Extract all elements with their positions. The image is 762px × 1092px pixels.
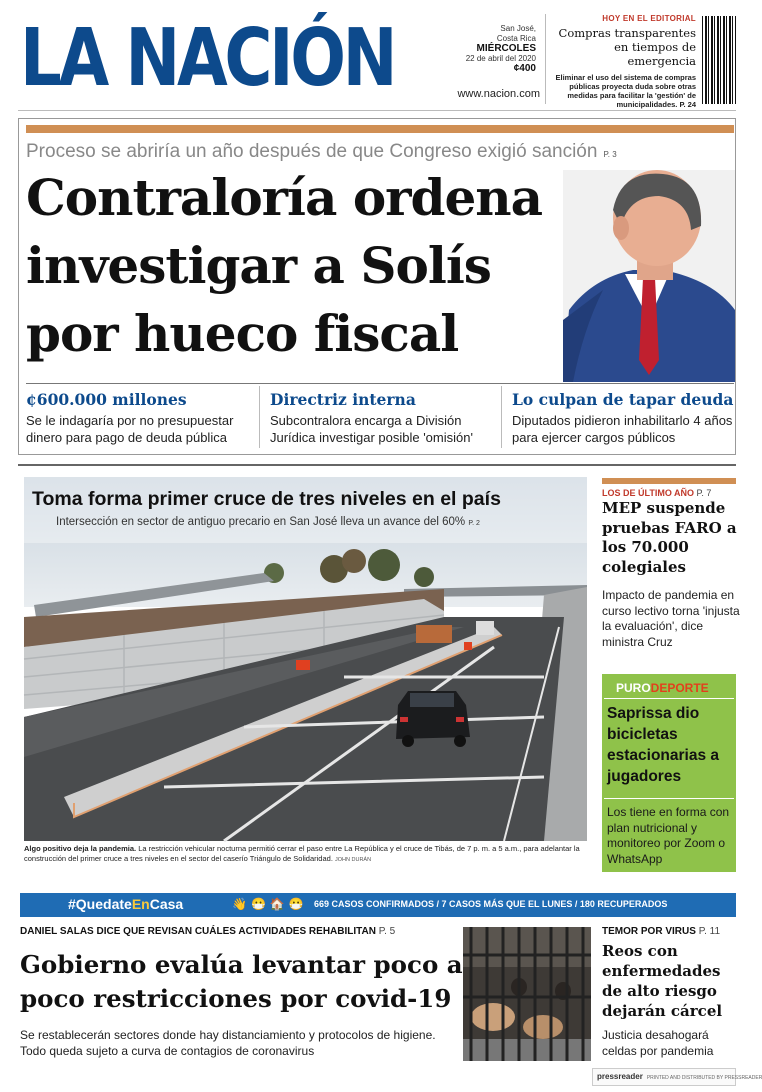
pressreader-logo: pressreader: [597, 1072, 643, 1081]
pressreader-small: PRINTED AND DISTRIBUTED BY PRESSREADER: [646, 1075, 762, 1081]
city: San José,: [500, 24, 536, 33]
lead-sub-text: Subcontralora encarga a División Jurídica investigar posible 'omisión': [270, 413, 473, 445]
lead-sub-text: Se le indagaría por no presupuestar dinero para pago de deuda pública: [26, 413, 234, 445]
covid-text: Se restablecerán sectores donde hay distanciamiento y protocolos de higiene. Todo queda sujeto a curva de contagios de coronavirus: [20, 1028, 436, 1058]
photo-sub-page: P. 2: [468, 520, 480, 527]
masthead-logo[interactable]: [20, 12, 430, 104]
lead-kicker: [26, 141, 617, 163]
photo-story-headline[interactable]: Toma forma primer cruce de tres niveles en el país: [32, 488, 501, 510]
lead-sub-3[interactable]: [512, 390, 736, 446]
editorial-teaser[interactable]: [550, 14, 696, 109]
lead-sub-title: ¢600.000 millones: [26, 390, 187, 409]
hashtag-b: En: [131, 896, 150, 912]
covid-kicker-page: P. 5: [378, 926, 396, 937]
divider: [604, 698, 734, 699]
prison-photo: [463, 927, 591, 1061]
mep-kicker-page: P. 7: [696, 488, 712, 498]
editorial-title: Compras transparentes en tiempos de emergencia: [558, 26, 696, 68]
photo-sub-text: Intersección en sector de antiguo precario en San José lleva un avance del 60%: [56, 516, 466, 528]
lead-kicker-text: Proceso se abriría un año después de que Congreso exigió sanción: [26, 141, 598, 162]
prison-illustration: [463, 927, 591, 1061]
sport-text: Los tiene en forma con plan nutricional y monitoreo por Zoom o WhatsApp: [607, 805, 730, 866]
price: ¢400: [513, 63, 536, 74]
sport-tag-b: DEPORTE: [650, 681, 709, 695]
solis-portrait-illustration: [563, 170, 735, 382]
lead-kicker-page: P. 3: [603, 150, 617, 159]
hashtag-c: Casa: [149, 896, 184, 912]
mep-headline[interactable]: MEP suspende pruebas FARO a los 70.000 colegiales: [602, 499, 737, 576]
weekday: MIÉRCOLES: [476, 43, 536, 54]
website-link[interactable]: www.nacion.com: [457, 88, 540, 100]
lead-accent-bar: [26, 125, 734, 133]
editorial-tag: HOY EN EL EDITORIAL: [602, 14, 696, 23]
covid-kicker-text: DANIEL SALAS DICE QUE REVISAN CUÁLES ACTIVIDADES REHABILITAN: [20, 926, 376, 937]
sport-section-tag: [616, 681, 709, 695]
lead-sub-title: Directriz interna: [270, 390, 416, 409]
mep-text: Impacto de pandemia en curso lectivo torna 'injusta la evaluación', dice ministra Cruz: [602, 588, 740, 649]
lead-sub-2[interactable]: [270, 390, 496, 446]
reos-kicker-page: P. 11: [698, 926, 721, 937]
editorial-text: Eliminar el uso del sistema de compras públicas proyecta duda sobre otras medidas para facilitar la 'gestión' de municipalidades. P. 24: [555, 73, 696, 109]
photo-story-sub: [56, 516, 480, 528]
reos-kicker-text: TEMOR POR VIRUS: [602, 926, 696, 937]
mep-kicker-text: LOS DE ÚLTIMO AÑO: [602, 488, 694, 498]
caption-text: La restricción vehicular nocturna permitió cerrar el paso entre La República y el cruce de Tibás, de 7 p. m. a 5 a.m., para adelantar la construcción del primer cruce a tres niveles en el sector del caserío Triángulo de Solidaridad.: [24, 844, 580, 863]
divider: [501, 386, 502, 448]
reos-headline[interactable]: Reos con enfermedades de alto riesgo dejarán cárcel: [602, 942, 723, 1020]
mep-kicker: [602, 488, 711, 498]
divider: [18, 110, 736, 111]
divider: [604, 798, 734, 799]
covid-kicker: [20, 926, 395, 937]
edition-info: [440, 24, 536, 74]
covid-headline[interactable]: Gobierno evalúa levantar poco a poco restricciones por covid-19: [20, 950, 463, 1013]
hashtag-a: #Quedate: [68, 896, 132, 912]
date: 22 de abril del 2020: [465, 54, 536, 63]
mep-accent-bar: [602, 478, 736, 484]
divider: [26, 383, 734, 384]
caption-lead: Algo positivo deja la pandemia.: [24, 844, 137, 853]
barcode: [702, 16, 736, 104]
reos-text: Justicia desahogará celdas por pandemia: [602, 1028, 714, 1058]
pressreader-badge[interactable]: [592, 1068, 762, 1086]
lead-sub-text: Diputados pidieron inhabilitarlo 4 años para ejercer cargos públicos: [512, 413, 733, 445]
photo-credit: JOHN DURÁN: [335, 857, 372, 863]
solis-photo: [563, 170, 735, 382]
country: Costa Rica: [496, 34, 536, 43]
sport-tag-a: PURO: [616, 681, 651, 695]
sport-headline[interactable]: Saprissa dio bicicletas estacionarias a jugadores: [607, 705, 720, 785]
lead-headline[interactable]: Contraloría ordena investigar a Solís por hueco fiscal: [26, 168, 543, 363]
reos-kicker: [602, 926, 720, 937]
banner-case-stats: 669 CASOS CONFIRMADOS / 7 CASOS MÁS QUE EL LUNES / 180 RECUPERADOS: [314, 899, 668, 909]
divider: [18, 464, 736, 466]
photo-caption: [24, 844, 586, 865]
banner-hashtag: [68, 896, 183, 912]
divider: [545, 14, 546, 104]
lead-sub-title: Lo culpan de tapar deuda: [512, 390, 734, 409]
banner-emoji-icons: 👋😷🏠😷: [232, 897, 308, 911]
divider: [259, 386, 260, 448]
logo-text: LA NACIÓN: [20, 12, 395, 104]
lead-sub-1[interactable]: [26, 390, 254, 446]
